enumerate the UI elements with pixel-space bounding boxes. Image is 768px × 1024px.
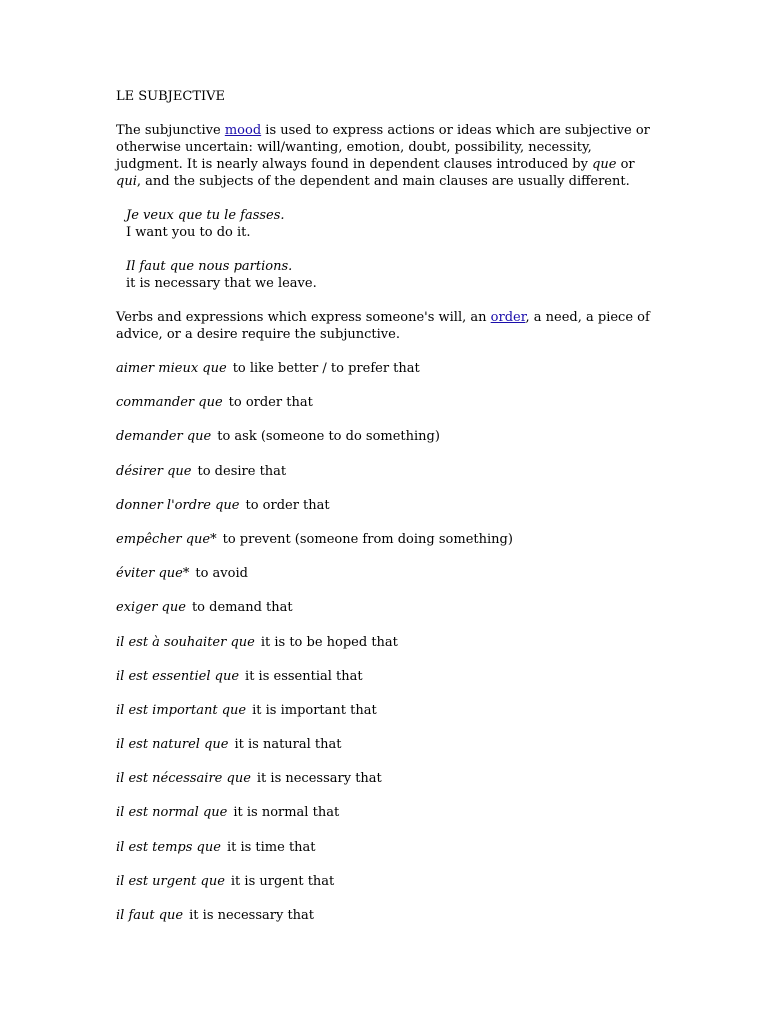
vocab-french: il est urgent que — [116, 873, 225, 889]
vocab-english: to avoid — [195, 566, 248, 582]
vocab-item — [116, 599, 656, 633]
vocab-item — [116, 873, 656, 907]
vocab-french: il est important que — [116, 702, 247, 718]
vocab-item — [116, 497, 656, 531]
vocab-english: it is important that — [252, 702, 377, 718]
intro-text-2: is used to express actions or ideas which are subjective or otherwise uncertain: will/wanting, emotion, doubt, possibility, necessity, judgment. It is nearly always found in dependent clauses introduced by — [116, 123, 650, 172]
mood-link[interactable]: mood — [224, 123, 262, 138]
vocab-french: il est essentiel que — [116, 668, 240, 684]
vocab-item — [116, 770, 656, 804]
vocab-item — [116, 394, 656, 428]
vocab-english: to ask (someone to do something) — [217, 429, 440, 445]
example-2 — [126, 258, 656, 292]
vocab-english: it is normal that — [233, 805, 340, 821]
vocab-french: désirer que — [116, 463, 192, 479]
vocab-item — [116, 428, 656, 462]
vocab-english: it is natural that — [234, 737, 342, 753]
vocab-french: il est normal que — [116, 805, 228, 821]
order-link[interactable]: order — [490, 310, 526, 325]
verbs-paragraph — [116, 309, 656, 343]
intro-que: que — [592, 157, 617, 172]
vocab-english: to like better / to prefer that — [232, 361, 420, 376]
verbs-text-2: , a need, a piece of advice, or a desire require the subjunctive. — [116, 310, 650, 342]
vocab-english: it is essential that — [245, 668, 363, 684]
document-page — [116, 88, 656, 941]
vocab-french: éviter que* — [116, 566, 190, 582]
vocab-french: il est à souhaiter que — [116, 634, 255, 650]
vocab-item — [116, 804, 656, 838]
vocab-item — [116, 360, 656, 394]
vocab-english: it is time that — [226, 839, 316, 855]
vocab-french: commander que — [116, 395, 223, 411]
vocab-french: empêcher que* — [116, 531, 217, 547]
verbs-text-1: Verbs and expressions which express someone's will, an — [116, 310, 491, 325]
vocab-french: exiger que — [116, 600, 186, 616]
vocab-item — [116, 634, 656, 668]
vocab-french: donner l'ordre que — [116, 497, 240, 513]
vocab-item — [116, 463, 656, 497]
vocab-item — [116, 565, 656, 599]
example-english: I want you to do it. — [126, 225, 251, 240]
vocab-english: to order that — [245, 497, 330, 513]
example-french: Il faut que nous partions. — [126, 259, 293, 274]
vocab-item — [116, 668, 656, 702]
vocab-item — [116, 736, 656, 770]
intro-qui: qui — [116, 174, 137, 189]
intro-paragraph — [116, 122, 656, 190]
vocab-english: it is necessary that — [189, 908, 315, 923]
example-french: Je veux que tu le fasses. — [126, 208, 285, 223]
vocab-french: aimer mieux que — [116, 361, 227, 376]
example-1 — [126, 207, 656, 241]
vocab-english: it is urgent that — [230, 873, 335, 889]
vocab-french: il est naturel que — [116, 737, 229, 753]
vocab-french: il est nécessaire que — [116, 771, 251, 787]
vocab-french: il faut que — [116, 908, 184, 923]
vocab-list — [116, 360, 656, 941]
intro-text-4: , and the subjects of the dependent and main clauses are usually different. — [136, 174, 630, 189]
page-title: LE SUBJECTIVE — [116, 89, 226, 104]
vocab-item — [116, 531, 656, 565]
vocab-english: it is necessary that — [256, 771, 382, 787]
vocab-item — [116, 907, 656, 941]
intro-text-3: or — [616, 157, 635, 172]
example-english: it is necessary that we leave. — [126, 276, 317, 291]
vocab-french: il est temps que — [116, 839, 221, 855]
vocab-item — [116, 839, 656, 873]
vocab-french: demander que — [116, 429, 212, 445]
vocab-english: to desire that — [197, 463, 287, 479]
vocab-english: to demand that — [191, 600, 293, 616]
intro-text-1: The subjunctive — [116, 123, 225, 138]
vocab-english: it is to be hoped that — [260, 634, 398, 650]
vocab-item — [116, 702, 656, 736]
vocab-english: to order that — [228, 395, 313, 411]
vocab-english: to prevent (someone from doing something) — [222, 531, 513, 547]
